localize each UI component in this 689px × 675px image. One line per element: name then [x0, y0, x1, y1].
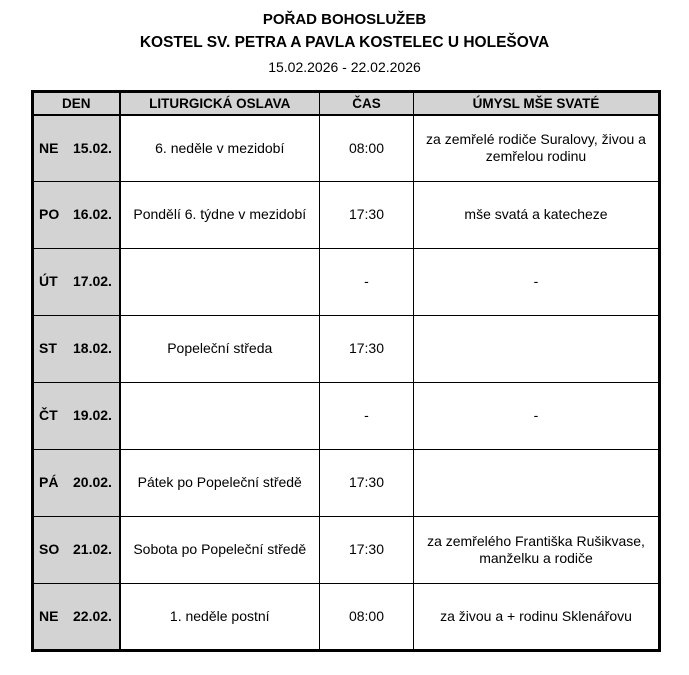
- time-cell: 17:30: [320, 316, 414, 383]
- church-name: KOSTEL SV. PETRA A PAVLA KOSTELEC U HOLEŠOVA: [139, 34, 550, 52]
- day-cell: [33, 249, 120, 316]
- time-cell: 08:00: [320, 584, 414, 651]
- celebration-cell: Pondělí 6. týdne v mezidobí: [120, 182, 320, 249]
- column-header-day: DEN: [33, 92, 120, 115]
- day-cell: [33, 182, 120, 249]
- time-cell: -: [320, 383, 414, 450]
- column-header-time: ČAS: [320, 92, 414, 115]
- time-cell: 08:00: [320, 115, 414, 182]
- table-header-row: [33, 92, 660, 115]
- column-header-celebration: LITURGICKÁ OSLAVA: [120, 92, 320, 115]
- intention-cell: za živou a + rodinu Sklenářovu: [414, 584, 660, 651]
- time-cell: 17:30: [320, 517, 414, 584]
- day-cell: [33, 517, 120, 584]
- celebration-cell: 1. neděle postní: [120, 584, 320, 651]
- table-row: [33, 316, 660, 383]
- day-cell: [33, 450, 120, 517]
- intention-cell: za zemřelé rodiče Suralovy, živou a zemřelou rodinu: [414, 115, 660, 182]
- day-abbreviation: ST: [39, 340, 57, 357]
- day-date: 19.02.: [73, 407, 112, 424]
- celebration-cell: Pátek po Popeleční středě: [120, 450, 320, 517]
- table-row: [33, 517, 660, 584]
- page-title: POŘAD BOHOSLUŽEB: [262, 11, 427, 28]
- celebration-cell: Sobota po Popeleční středě: [120, 517, 320, 584]
- table-row: [33, 584, 660, 651]
- day-abbreviation: ČT: [39, 407, 58, 424]
- day-abbreviation: ÚT: [39, 273, 58, 290]
- day-cell: [33, 115, 120, 182]
- table-row: [33, 249, 660, 316]
- time-cell: -: [320, 249, 414, 316]
- intention-cell: mše svatá a katecheze: [414, 182, 660, 249]
- day-abbreviation: NE: [39, 607, 59, 624]
- document-header: [0, 0, 689, 75]
- day-abbreviation: SO: [39, 541, 60, 558]
- schedule-table: [31, 90, 661, 652]
- day-cell: [33, 383, 120, 450]
- celebration-cell: [120, 383, 320, 450]
- day-date: 16.02.: [73, 206, 112, 223]
- date-range: 15.02.2026 - 22.02.2026: [268, 59, 421, 76]
- day-date: 22.02.: [73, 607, 112, 624]
- time-cell: 17:30: [320, 450, 414, 517]
- celebration-cell: [120, 249, 320, 316]
- day-date: 17.02.: [73, 273, 112, 290]
- intention-cell: -: [414, 383, 660, 450]
- intention-cell: -: [414, 249, 660, 316]
- day-date: 20.02.: [73, 474, 112, 491]
- day-abbreviation: PO: [39, 206, 60, 223]
- intention-cell: [414, 316, 660, 383]
- celebration-cell: 6. neděle v mezidobí: [120, 115, 320, 182]
- intention-cell: [414, 450, 660, 517]
- time-cell: 17:30: [320, 182, 414, 249]
- day-date: 18.02.: [73, 340, 112, 357]
- day-date: 15.02.: [73, 139, 112, 156]
- day-abbreviation: PÁ: [39, 474, 59, 491]
- table-row: [33, 450, 660, 517]
- table-row: [33, 115, 660, 182]
- table-row: [33, 182, 660, 249]
- column-header-intention: ÚMYSL MŠE SVATÉ: [414, 92, 660, 115]
- celebration-cell: Popeleční středa: [120, 316, 320, 383]
- table-row: [33, 383, 660, 450]
- day-cell: [33, 584, 120, 651]
- day-abbreviation: NE: [39, 139, 59, 156]
- day-cell: [33, 316, 120, 383]
- day-date: 21.02.: [73, 541, 112, 558]
- intention-cell: za zemřelého Františka Rušikvase, manželku a rodiče: [414, 517, 660, 584]
